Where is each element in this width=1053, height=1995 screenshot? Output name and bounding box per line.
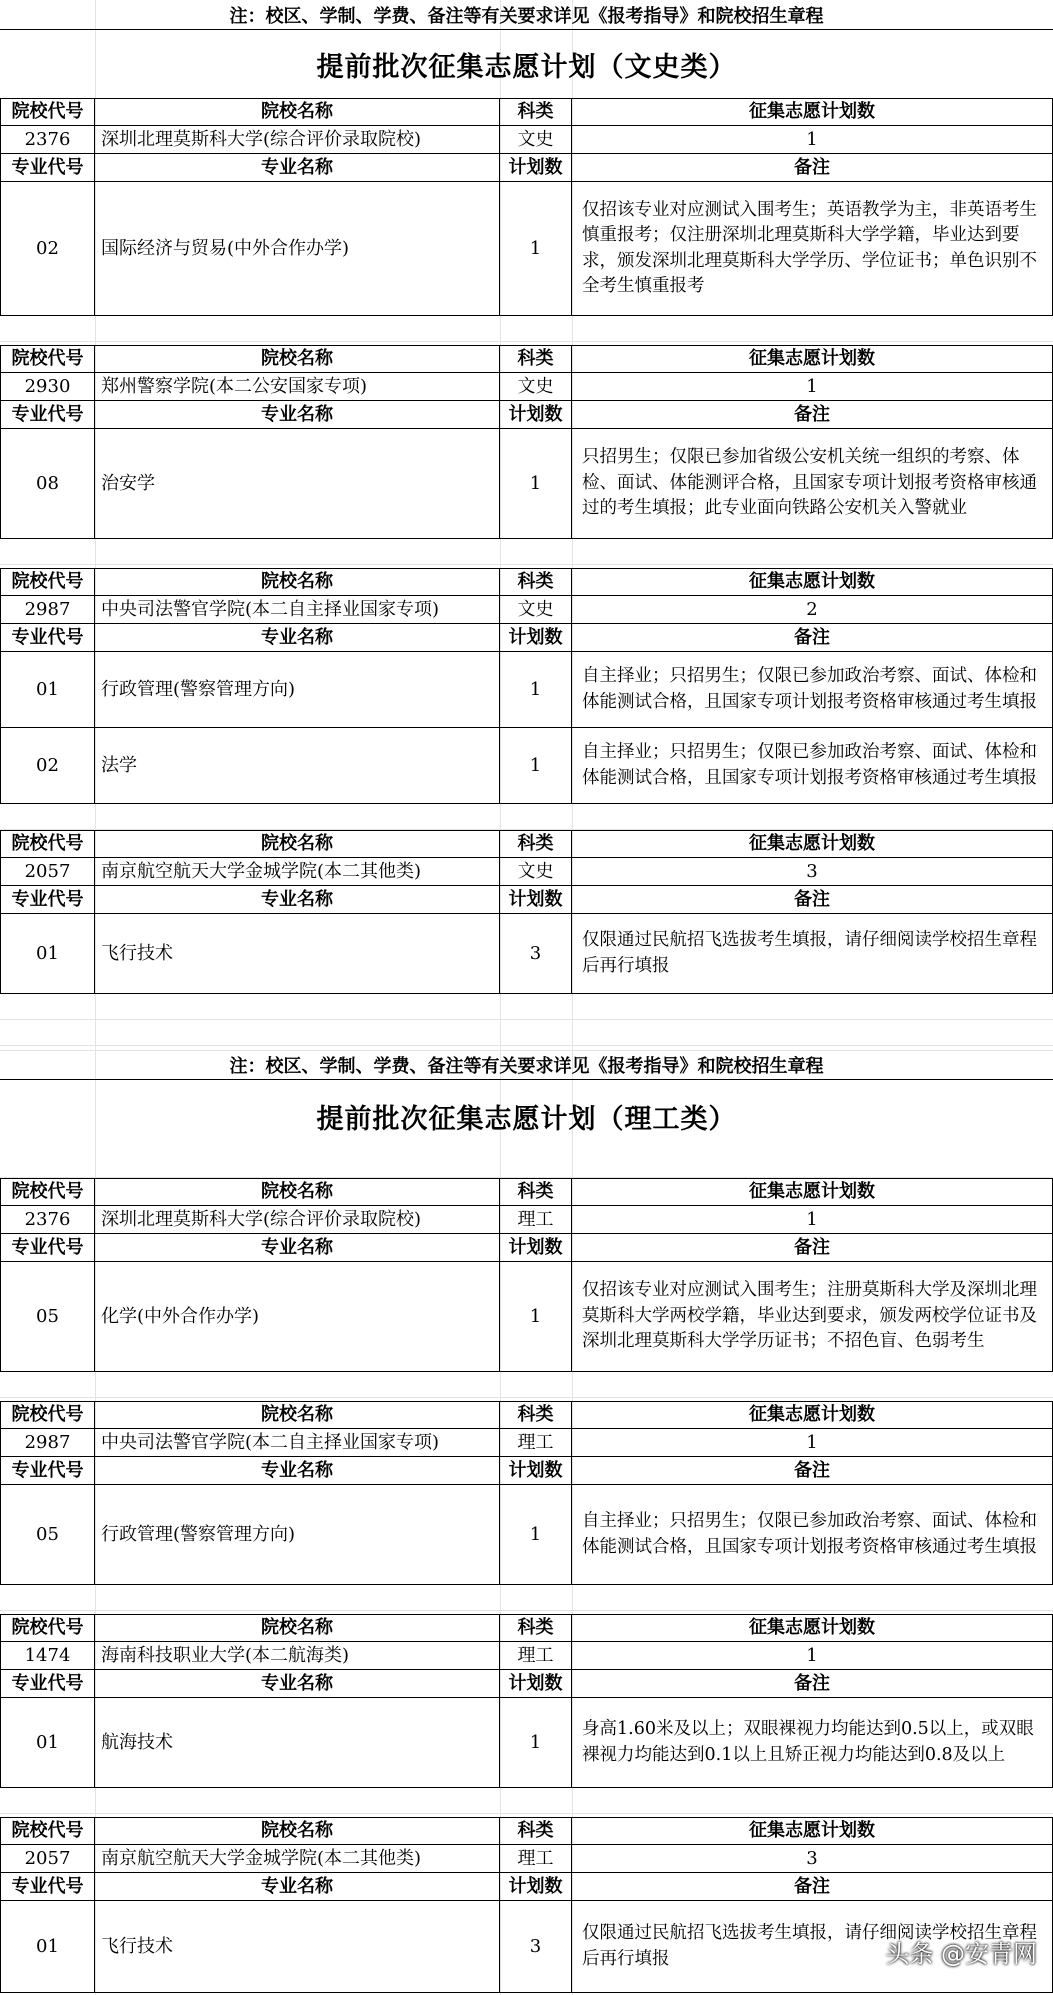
school-code-header: 院校代号 <box>0 1179 95 1206</box>
school-quota: 1 <box>572 1429 1053 1457</box>
school-name: 中央司法警官学院(本二自主择业国家专项) <box>95 596 500 624</box>
major-code-header: 专业代号 <box>0 886 95 914</box>
school-code: 2930 <box>0 373 95 401</box>
major-remark: 仅限通过民航招飞选拔考生填报，请仔细阅读学校招生章程后再行填报 <box>572 1901 1053 1993</box>
school-row <box>0 1429 1053 1457</box>
major-code: 01 <box>0 1698 95 1788</box>
blank-row <box>0 1372 1053 1398</box>
school-quota: 3 <box>572 1845 1053 1873</box>
school-category: 文史 <box>500 126 572 154</box>
major-name: 行政管理(警察管理方向) <box>95 1485 500 1585</box>
category-header: 科类 <box>500 1818 572 1845</box>
school-code-header: 院校代号 <box>0 831 95 858</box>
quota-header: 征集志愿计划数 <box>572 346 1053 373</box>
remark-header: 备注 <box>572 1670 1053 1698</box>
major-header-row <box>0 1873 1053 1901</box>
major-name: 行政管理(警察管理方向) <box>95 652 500 728</box>
major-code: 02 <box>0 182 95 316</box>
major-code: 01 <box>0 652 95 728</box>
major-plan: 1 <box>500 728 572 804</box>
major-header-row <box>0 1670 1053 1698</box>
major-plan: 1 <box>500 429 572 539</box>
plan-header: 计划数 <box>500 1670 572 1698</box>
category-header: 科类 <box>500 1179 572 1206</box>
major-remark: 自主择业；只招男生；仅限已参加政治考察、面试、体检和体能测试合格，且国家专项计划报考资格审核通过考生填报 <box>572 652 1053 728</box>
major-name-header: 专业名称 <box>95 154 500 182</box>
plan-header: 计划数 <box>500 1457 572 1485</box>
category-header: 科类 <box>500 346 572 373</box>
school-row <box>0 1642 1053 1670</box>
quota-header: 征集志愿计划数 <box>572 1615 1053 1642</box>
school-quota: 2 <box>572 596 1053 624</box>
major-row <box>0 1262 1053 1372</box>
school-code: 2057 <box>0 1845 95 1873</box>
school-code: 2987 <box>0 596 95 624</box>
school-name: 南京航空航天大学金城学院(本二其他类) <box>95 1845 500 1873</box>
school-code: 2987 <box>0 1429 95 1457</box>
notice-text: 注：校区、学制、学费、备注等有关要求详见《报考指导》和院校招生章程 <box>0 0 1053 30</box>
school-header-row <box>0 98 1053 126</box>
school-code: 2057 <box>0 858 95 886</box>
remark-header: 备注 <box>572 401 1053 429</box>
blank-row <box>0 804 1053 830</box>
school-quota: 1 <box>572 373 1053 401</box>
plan-header: 计划数 <box>500 154 572 182</box>
major-code-header: 专业代号 <box>0 1873 95 1901</box>
major-header-row <box>0 1457 1053 1485</box>
major-name: 飞行技术 <box>95 1901 500 1993</box>
major-name: 航海技术 <box>95 1698 500 1788</box>
major-name-header: 专业名称 <box>95 1873 500 1901</box>
school-header-row <box>0 1817 1053 1845</box>
school-category: 文史 <box>500 596 572 624</box>
major-header-row <box>0 886 1053 914</box>
remark-header: 备注 <box>572 624 1053 652</box>
plan-header: 计划数 <box>500 1873 572 1901</box>
school-header-row <box>0 1178 1053 1206</box>
major-code: 01 <box>0 914 95 994</box>
school-quota: 1 <box>572 126 1053 154</box>
major-plan: 1 <box>500 182 572 316</box>
school-row <box>0 596 1053 624</box>
quota-header: 征集志愿计划数 <box>572 1402 1053 1429</box>
major-code: 05 <box>0 1485 95 1585</box>
major-remark: 自主择业；只招男生；仅限已参加政治考察、面试、体检和体能测试合格，且国家专项计划报考资格审核通过考生填报 <box>572 728 1053 804</box>
school-row <box>0 1845 1053 1873</box>
school-category: 文史 <box>500 858 572 886</box>
watermark: 头条 @安青网 <box>885 1940 1037 1968</box>
school-row <box>0 126 1053 154</box>
major-code-header: 专业代号 <box>0 401 95 429</box>
major-plan: 1 <box>500 1485 572 1585</box>
school-category: 理工 <box>500 1642 572 1670</box>
major-code-header: 专业代号 <box>0 1670 95 1698</box>
major-remark: 身高1.60米及以上；双眼裸视力均能达到0.5以上，或双眼裸视力均能达到0.1以上且矫正视力均能达到0.8及以上 <box>572 1698 1053 1788</box>
blank-row <box>0 539 1053 565</box>
major-code: 05 <box>0 1262 95 1372</box>
major-code: 01 <box>0 1901 95 1993</box>
school-quota: 1 <box>572 1206 1053 1234</box>
plan-header: 计划数 <box>500 401 572 429</box>
school-name-header: 院校名称 <box>95 1179 500 1206</box>
blank-row <box>0 1585 1053 1611</box>
blank-row <box>0 1020 1053 1046</box>
major-remark: 仅招该专业对应测试入围考生；注册莫斯科大学及深圳北理莫斯科大学两校学籍，毕业达到要求，颁发两校学位证书及深圳北理莫斯科大学学历证书；不招色盲、色弱考生 <box>572 1262 1053 1372</box>
category-header: 科类 <box>500 569 572 596</box>
major-plan: 1 <box>500 652 572 728</box>
school-name-header: 院校名称 <box>95 346 500 373</box>
school-name: 南京航空航天大学金城学院(本二其他类) <box>95 858 500 886</box>
blank-row <box>0 994 1053 1020</box>
plan-header: 计划数 <box>500 624 572 652</box>
plan-header: 计划数 <box>500 1234 572 1262</box>
school-name-header: 院校名称 <box>95 1615 500 1642</box>
major-row <box>0 429 1053 539</box>
major-row <box>0 182 1053 316</box>
major-name: 治安学 <box>95 429 500 539</box>
school-category: 理工 <box>500 1845 572 1873</box>
school-header-row <box>0 830 1053 858</box>
school-name: 深圳北理莫斯科大学(综合评价录取院校) <box>95 1206 500 1234</box>
notice-text: 注：校区、学制、学费、备注等有关要求详见《报考指导》和院校招生章程 <box>0 1050 1053 1080</box>
section-title: 提前批次征集志愿计划（文史类） <box>316 51 737 83</box>
remark-header: 备注 <box>572 1457 1053 1485</box>
major-name: 法学 <box>95 728 500 804</box>
major-name-header: 专业名称 <box>95 1457 500 1485</box>
major-name-header: 专业名称 <box>95 1234 500 1262</box>
major-code: 02 <box>0 728 95 804</box>
major-header-row <box>0 154 1053 182</box>
quota-header: 征集志愿计划数 <box>572 569 1053 596</box>
major-header-row <box>0 624 1053 652</box>
school-row <box>0 858 1053 886</box>
blank-row <box>0 316 1053 342</box>
major-name-header: 专业名称 <box>95 401 500 429</box>
major-plan: 1 <box>500 1262 572 1372</box>
school-name: 海南科技职业大学(本二航海类) <box>95 1642 500 1670</box>
major-remark: 只招男生；仅限已参加省级公安机关统一组织的考察、体检、面试、体能测评合格，且国家专项计划报考资格审核通过的考生填报；此专业面向铁路公安机关入警就业 <box>572 429 1053 539</box>
school-code-header: 院校代号 <box>0 1818 95 1845</box>
school-code-header: 院校代号 <box>0 569 95 596</box>
major-code-header: 专业代号 <box>0 624 95 652</box>
remark-header: 备注 <box>572 1234 1053 1262</box>
major-remark: 仅招该专业对应测试入围考生；英语教学为主，非英语考生慎重报考；仅注册深圳北理莫斯科大学学籍，毕业达到要求，颁发深圳北理莫斯科大学学历、学位证书；单色识别不全考生慎重报考 <box>572 182 1053 316</box>
school-category: 理工 <box>500 1429 572 1457</box>
school-name-header: 院校名称 <box>95 569 500 596</box>
major-header-row <box>0 401 1053 429</box>
quota-header: 征集志愿计划数 <box>572 99 1053 126</box>
school-name: 深圳北理莫斯科大学(综合评价录取院校) <box>95 126 500 154</box>
remark-header: 备注 <box>572 1873 1053 1901</box>
remark-header: 备注 <box>572 154 1053 182</box>
school-code-header: 院校代号 <box>0 1402 95 1429</box>
school-category: 文史 <box>500 373 572 401</box>
school-name: 郑州警察学院(本二公安国家专项) <box>95 373 500 401</box>
school-name-header: 院校名称 <box>95 1402 500 1429</box>
major-row <box>0 728 1053 804</box>
major-header-row <box>0 1234 1053 1262</box>
school-header-row <box>0 568 1053 596</box>
school-quota: 3 <box>572 858 1053 886</box>
school-name: 中央司法警官学院(本二自主择业国家专项) <box>95 1429 500 1457</box>
major-code: 08 <box>0 429 95 539</box>
major-name-header: 专业名称 <box>95 886 500 914</box>
school-name-header: 院校名称 <box>95 831 500 858</box>
major-remark: 自主择业；只招男生；仅限已参加政治考察、面试、体检和体能测试合格，且国家专项计划报考资格审核通过考生填报 <box>572 1485 1053 1585</box>
category-header: 科类 <box>500 831 572 858</box>
remark-header: 备注 <box>572 886 1053 914</box>
major-plan: 3 <box>500 914 572 994</box>
school-code: 2376 <box>0 126 95 154</box>
major-code-header: 专业代号 <box>0 154 95 182</box>
major-row <box>0 914 1053 994</box>
major-name: 国际经济与贸易(中外合作办学) <box>95 182 500 316</box>
quota-header: 征集志愿计划数 <box>572 831 1053 858</box>
category-header: 科类 <box>500 1615 572 1642</box>
school-code-header: 院校代号 <box>0 99 95 126</box>
school-category: 理工 <box>500 1206 572 1234</box>
school-code: 1474 <box>0 1642 95 1670</box>
school-row <box>0 373 1053 401</box>
major-plan: 3 <box>500 1901 572 1993</box>
section-title: 提前批次征集志愿计划（理工类） <box>316 1103 737 1135</box>
school-code: 2376 <box>0 1206 95 1234</box>
school-header-row <box>0 345 1053 373</box>
major-name-header: 专业名称 <box>95 624 500 652</box>
major-name: 化学(中外合作办学) <box>95 1262 500 1372</box>
major-code-header: 专业代号 <box>0 1234 95 1262</box>
major-row <box>0 652 1053 728</box>
blank-row <box>0 1152 1053 1178</box>
major-row <box>0 1698 1053 1788</box>
category-header: 科类 <box>500 99 572 126</box>
school-quota: 1 <box>572 1642 1053 1670</box>
quota-header: 征集志愿计划数 <box>572 1179 1053 1206</box>
school-row <box>0 1206 1053 1234</box>
plan-header: 计划数 <box>500 886 572 914</box>
major-name: 飞行技术 <box>95 914 500 994</box>
major-row <box>0 1485 1053 1585</box>
school-code-header: 院校代号 <box>0 346 95 373</box>
school-header-row <box>0 1401 1053 1429</box>
major-name-header: 专业名称 <box>95 1670 500 1698</box>
school-code-header: 院校代号 <box>0 1615 95 1642</box>
school-name-header: 院校名称 <box>95 1818 500 1845</box>
major-remark: 仅限通过民航招飞选拔考生填报，请仔细阅读学校招生章程后再行填报 <box>572 914 1053 994</box>
school-header-row <box>0 1614 1053 1642</box>
major-code-header: 专业代号 <box>0 1457 95 1485</box>
school-name-header: 院校名称 <box>95 99 500 126</box>
blank-row <box>0 1788 1053 1814</box>
category-header: 科类 <box>500 1402 572 1429</box>
quota-header: 征集志愿计划数 <box>572 1818 1053 1845</box>
major-plan: 1 <box>500 1698 572 1788</box>
